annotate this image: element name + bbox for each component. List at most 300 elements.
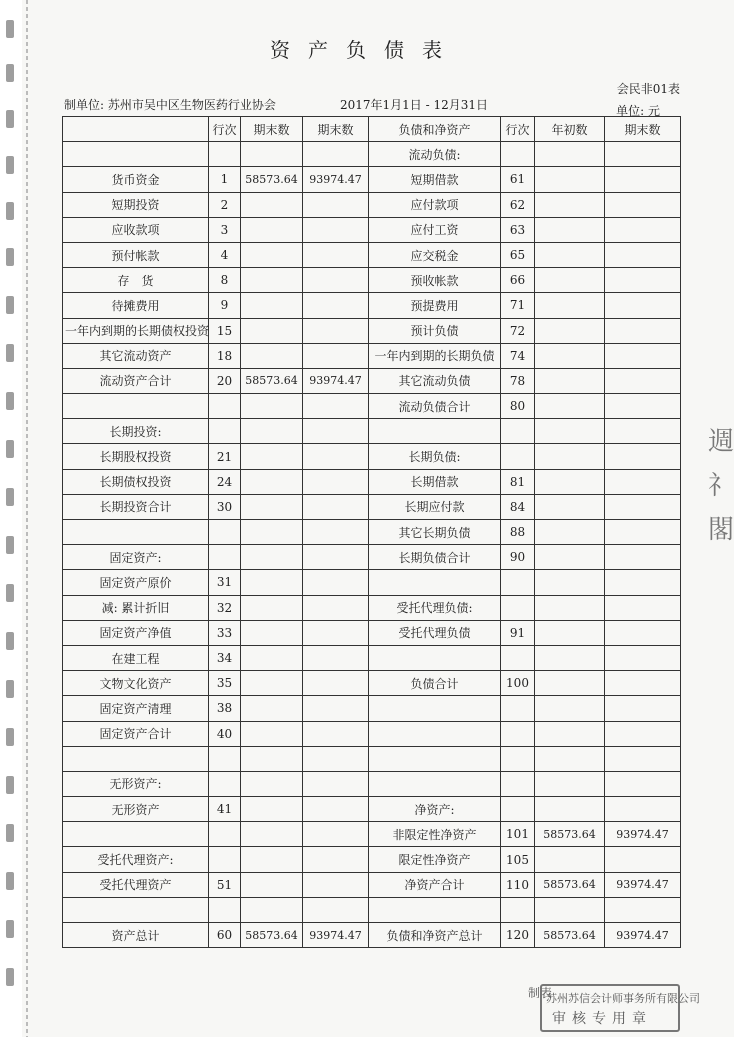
left-begin-cell xyxy=(241,469,303,494)
left-end-cell xyxy=(303,822,369,847)
table-row xyxy=(63,293,681,318)
left-begin-cell xyxy=(241,343,303,368)
binder-hole xyxy=(6,776,14,794)
left-row-no-cell: 20 xyxy=(209,368,241,393)
left-begin-cell xyxy=(241,847,303,872)
left-end-header: 期末数 xyxy=(241,117,303,142)
right-end-cell xyxy=(605,671,681,696)
table-row xyxy=(63,822,681,847)
report-period: 2017年1月1日 - 12月31日 xyxy=(340,98,489,112)
left-end-cell xyxy=(303,671,369,696)
right-end-cell xyxy=(605,645,681,670)
left-row-no-cell xyxy=(209,520,241,545)
left-row-no-cell: 2 xyxy=(209,192,241,217)
right-row-no-cell: 72 xyxy=(501,318,535,343)
left-item-cell: 无形资产: xyxy=(63,771,209,796)
left-begin-cell xyxy=(241,797,303,822)
left-end-cell: 93974.47 xyxy=(303,368,369,393)
left-item-cell: 固定资产净值 xyxy=(63,620,209,645)
left-item-cell: 一年内到期的长期债权投资 xyxy=(63,318,209,343)
right-row-no-cell: 66 xyxy=(501,268,535,293)
right-begin-cell xyxy=(535,469,605,494)
right-row-no-cell: 88 xyxy=(501,520,535,545)
left-end-cell xyxy=(303,444,369,469)
table-row xyxy=(63,721,681,746)
right-end-header: 期末数 xyxy=(605,117,681,142)
left-item-cell: 受托代理资产 xyxy=(63,872,209,897)
left-begin-cell xyxy=(241,293,303,318)
right-end-cell: 93974.47 xyxy=(605,872,681,897)
right-end-cell xyxy=(605,142,681,167)
left-row-no-cell xyxy=(209,746,241,771)
left-item-cell: 固定资产合计 xyxy=(63,721,209,746)
binder-perforation xyxy=(26,0,28,1037)
right-begin-cell xyxy=(535,771,605,796)
right-item-cell: 非限定性净资产 xyxy=(369,822,501,847)
right-row-no-cell: 105 xyxy=(501,847,535,872)
right-item-cell: 限定性净资产 xyxy=(369,847,501,872)
left-item-cell: 固定资产: xyxy=(63,545,209,570)
right-row-no-cell xyxy=(501,419,535,444)
table-row xyxy=(63,444,681,469)
right-item-cell xyxy=(369,570,501,595)
left-end-cell xyxy=(303,847,369,872)
right-begin-cell xyxy=(535,318,605,343)
table-row xyxy=(63,192,681,217)
right-item-cell: 一年内到期的长期负债 xyxy=(369,343,501,368)
right-end-cell xyxy=(605,494,681,519)
left-end-cell xyxy=(303,872,369,897)
left-row-no-cell xyxy=(209,419,241,444)
left-item-cell xyxy=(63,897,209,922)
right-row-no-cell xyxy=(501,746,535,771)
left-end-cell xyxy=(303,469,369,494)
binder-hole xyxy=(6,632,14,650)
table-row xyxy=(63,343,681,368)
right-end-cell xyxy=(605,368,681,393)
right-item-cell: 长期借款 xyxy=(369,469,501,494)
right-row-no-cell xyxy=(501,771,535,796)
right-begin-cell: 58573.64 xyxy=(535,872,605,897)
right-begin-cell xyxy=(535,419,605,444)
right-item-cell: 其它长期负债 xyxy=(369,520,501,545)
right-begin-cell xyxy=(535,167,605,192)
table-row xyxy=(63,419,681,444)
right-end-cell xyxy=(605,520,681,545)
right-begin-cell xyxy=(535,268,605,293)
right-row-no-cell xyxy=(501,645,535,670)
table-header-row xyxy=(63,117,681,142)
right-item-cell: 负债和净资产总计 xyxy=(369,923,501,948)
right-item-cell: 预收帐款 xyxy=(369,268,501,293)
right-item-cell xyxy=(369,897,501,922)
left-end-cell xyxy=(303,394,369,419)
right-begin-cell xyxy=(535,897,605,922)
table-row xyxy=(63,242,681,267)
left-end-cell xyxy=(303,645,369,670)
left-end-cell xyxy=(303,293,369,318)
left-end-cell xyxy=(303,268,369,293)
binder-hole xyxy=(6,440,14,458)
left-row-no-cell: 38 xyxy=(209,696,241,721)
right-row-no-header: 行次 xyxy=(501,117,535,142)
right-row-no-cell: 65 xyxy=(501,242,535,267)
left-begin-cell xyxy=(241,419,303,444)
binder-hole xyxy=(6,920,14,938)
left-row-no-cell xyxy=(209,394,241,419)
binder-hole xyxy=(6,680,14,698)
right-begin-cell xyxy=(535,192,605,217)
right-row-no-cell: 81 xyxy=(501,469,535,494)
right-row-no-cell: 90 xyxy=(501,545,535,570)
right-end-cell xyxy=(605,343,681,368)
table-row xyxy=(63,797,681,822)
left-row-no-cell: 34 xyxy=(209,645,241,670)
left-item-cell: 其它流动资产 xyxy=(63,343,209,368)
right-item-cell xyxy=(369,645,501,670)
left-begin-cell xyxy=(241,897,303,922)
left-row-no-cell xyxy=(209,142,241,167)
left-begin-cell xyxy=(241,318,303,343)
left-row-no-cell xyxy=(209,822,241,847)
left-item-cell: 固定资产清理 xyxy=(63,696,209,721)
right-row-no-cell: 101 xyxy=(501,822,535,847)
left-end-cell xyxy=(303,771,369,796)
left-begin-cell xyxy=(241,645,303,670)
right-item-cell: 长期应付款 xyxy=(369,494,501,519)
left-begin-cell: 58573.64 xyxy=(241,368,303,393)
binder-hole xyxy=(6,248,14,266)
left-end-cell xyxy=(303,696,369,721)
left-row-no-cell: 1 xyxy=(209,167,241,192)
right-begin-cell xyxy=(535,242,605,267)
right-row-no-cell: 84 xyxy=(501,494,535,519)
left-end-cell xyxy=(303,797,369,822)
table-row xyxy=(63,620,681,645)
table-row xyxy=(63,217,681,242)
right-item-cell xyxy=(369,696,501,721)
left-end-cell xyxy=(303,620,369,645)
left-row-no-cell: 24 xyxy=(209,469,241,494)
left-end-cell: 93974.47 xyxy=(303,167,369,192)
right-begin-cell xyxy=(535,595,605,620)
right-item-cell xyxy=(369,746,501,771)
left-end-cell xyxy=(303,721,369,746)
right-row-no-cell: 61 xyxy=(501,167,535,192)
right-item-cell: 短期借款 xyxy=(369,167,501,192)
right-item-cell xyxy=(369,721,501,746)
right-item-cell: 负债合计 xyxy=(369,671,501,696)
right-end-cell xyxy=(605,847,681,872)
balance-sheet-table xyxy=(62,116,681,948)
right-begin-cell xyxy=(535,343,605,368)
right-end-cell xyxy=(605,545,681,570)
right-begin-cell xyxy=(535,620,605,645)
binder-hole xyxy=(6,344,14,362)
binder-hole xyxy=(6,728,14,746)
right-item-cell: 预计负债 xyxy=(369,318,501,343)
left-begin-cell xyxy=(241,671,303,696)
binder-hole xyxy=(6,202,14,220)
table-row xyxy=(63,872,681,897)
left-item-cell xyxy=(63,394,209,419)
right-row-no-cell xyxy=(501,721,535,746)
right-end-cell xyxy=(605,469,681,494)
table-row xyxy=(63,746,681,771)
left-end-cell xyxy=(303,897,369,922)
organization-label: 制单位: 苏州市吴中区生物医药行业协会 xyxy=(64,98,276,112)
right-item-cell: 净资产合计 xyxy=(369,872,501,897)
left-end-cell xyxy=(303,192,369,217)
left-end-cell xyxy=(303,419,369,444)
page-title: 资产负债表 xyxy=(270,38,460,62)
left-item-cell xyxy=(63,142,209,167)
left-row-no-cell: 31 xyxy=(209,570,241,595)
left-item-cell: 固定资产原价 xyxy=(63,570,209,595)
right-end-cell xyxy=(605,217,681,242)
right-end-cell xyxy=(605,192,681,217)
table-body xyxy=(63,142,681,948)
left-begin-header: 期末数 xyxy=(303,117,369,142)
binder-hole xyxy=(6,536,14,554)
right-item-cell xyxy=(369,419,501,444)
right-end-cell xyxy=(605,293,681,318)
right-begin-cell xyxy=(535,645,605,670)
side-seal-stamp: 週 ⺭ 閣 xyxy=(708,427,734,545)
left-row-no-cell xyxy=(209,897,241,922)
right-begin-cell xyxy=(535,494,605,519)
left-item-cell xyxy=(63,822,209,847)
left-item-header xyxy=(63,117,209,142)
form-code: 会民非01表 xyxy=(616,82,680,96)
left-begin-cell xyxy=(241,696,303,721)
right-row-no-cell: 91 xyxy=(501,620,535,645)
left-row-no-cell: 30 xyxy=(209,494,241,519)
binder-hole xyxy=(6,392,14,410)
left-end-cell xyxy=(303,343,369,368)
right-item-cell: 受托代理负债: xyxy=(369,595,501,620)
left-begin-cell xyxy=(241,142,303,167)
right-item-cell: 净资产: xyxy=(369,797,501,822)
left-row-no-cell: 33 xyxy=(209,620,241,645)
right-begin-cell xyxy=(535,696,605,721)
right-begin-cell xyxy=(535,368,605,393)
left-row-no-cell: 51 xyxy=(209,872,241,897)
right-end-cell xyxy=(605,771,681,796)
left-begin-cell xyxy=(241,721,303,746)
right-item-cell: 流动负债: xyxy=(369,142,501,167)
right-end-cell xyxy=(605,394,681,419)
right-item-cell: 长期负债合计 xyxy=(369,545,501,570)
right-begin-cell xyxy=(535,797,605,822)
left-item-cell: 长期投资合计 xyxy=(63,494,209,519)
left-begin-cell xyxy=(241,242,303,267)
right-end-cell xyxy=(605,242,681,267)
left-begin-cell xyxy=(241,570,303,595)
left-begin-cell xyxy=(241,192,303,217)
left-item-cell: 长期股权投资 xyxy=(63,444,209,469)
right-row-no-cell xyxy=(501,897,535,922)
left-begin-cell xyxy=(241,444,303,469)
left-row-no-cell: 3 xyxy=(209,217,241,242)
left-row-no-cell: 8 xyxy=(209,268,241,293)
table-row xyxy=(63,469,681,494)
right-row-no-cell xyxy=(501,797,535,822)
left-end-cell xyxy=(303,217,369,242)
right-item-cell: 受托代理负债 xyxy=(369,620,501,645)
left-item-cell xyxy=(63,746,209,771)
left-begin-cell xyxy=(241,394,303,419)
right-item-cell: 其它流动负债 xyxy=(369,368,501,393)
right-end-cell xyxy=(605,696,681,721)
left-end-cell xyxy=(303,746,369,771)
left-item-cell: 无形资产 xyxy=(63,797,209,822)
table-row xyxy=(63,771,681,796)
left-end-cell xyxy=(303,494,369,519)
left-item-cell: 长期债权投资 xyxy=(63,469,209,494)
binder-hole xyxy=(6,64,14,82)
left-row-no-cell: 35 xyxy=(209,671,241,696)
right-row-no-cell: 74 xyxy=(501,343,535,368)
right-row-no-cell: 63 xyxy=(501,217,535,242)
seal-company-name: 苏州苏信会计师事务所有限公司 xyxy=(546,992,700,1005)
left-row-no-cell: 32 xyxy=(209,595,241,620)
left-begin-cell xyxy=(241,268,303,293)
right-item-cell: 应付工资 xyxy=(369,217,501,242)
right-row-no-cell: 71 xyxy=(501,293,535,318)
right-item-cell xyxy=(369,771,501,796)
right-end-cell xyxy=(605,721,681,746)
table-row xyxy=(63,368,681,393)
table-row xyxy=(63,923,681,948)
right-row-no-cell: 80 xyxy=(501,394,535,419)
right-row-no-cell: 120 xyxy=(501,923,535,948)
left-begin-cell: 58573.64 xyxy=(241,923,303,948)
right-item-header: 负债和净资产 xyxy=(369,117,501,142)
binder-hole xyxy=(6,824,14,842)
right-begin-cell xyxy=(535,671,605,696)
left-item-cell xyxy=(63,520,209,545)
right-begin-cell xyxy=(535,142,605,167)
table-row xyxy=(63,268,681,293)
right-row-no-cell xyxy=(501,595,535,620)
left-begin-cell xyxy=(241,746,303,771)
left-end-cell xyxy=(303,142,369,167)
binder-hole xyxy=(6,584,14,602)
right-item-cell: 流动负债合计 xyxy=(369,394,501,419)
right-begin-cell xyxy=(535,293,605,318)
left-begin-cell xyxy=(241,520,303,545)
table-row xyxy=(63,696,681,721)
left-end-cell xyxy=(303,242,369,267)
left-row-no-cell: 9 xyxy=(209,293,241,318)
right-end-cell xyxy=(605,620,681,645)
binder-holes xyxy=(0,0,22,1037)
left-item-cell: 应收款项 xyxy=(63,217,209,242)
left-begin-cell: 58573.64 xyxy=(241,167,303,192)
left-row-no-cell: 15 xyxy=(209,318,241,343)
left-begin-cell xyxy=(241,545,303,570)
left-row-no-cell: 40 xyxy=(209,721,241,746)
left-begin-cell xyxy=(241,822,303,847)
table-row xyxy=(63,671,681,696)
right-item-cell: 长期负债: xyxy=(369,444,501,469)
table-row xyxy=(63,570,681,595)
left-end-cell xyxy=(303,570,369,595)
table-row xyxy=(63,645,681,670)
right-end-cell xyxy=(605,595,681,620)
left-item-cell: 在建工程 xyxy=(63,645,209,670)
right-row-no-cell xyxy=(501,570,535,595)
table-row xyxy=(63,595,681,620)
left-item-cell: 货币资金 xyxy=(63,167,209,192)
binder-hole xyxy=(6,872,14,890)
binder-hole xyxy=(6,156,14,174)
left-begin-cell xyxy=(241,217,303,242)
right-row-no-cell: 62 xyxy=(501,192,535,217)
left-item-cell: 短期投资 xyxy=(63,192,209,217)
right-end-cell xyxy=(605,797,681,822)
left-item-cell: 长期投资: xyxy=(63,419,209,444)
left-row-no-cell: 21 xyxy=(209,444,241,469)
left-item-cell: 文物文化资产 xyxy=(63,671,209,696)
table-row xyxy=(63,318,681,343)
right-end-cell xyxy=(605,167,681,192)
seal-purpose: 审核专用章 xyxy=(552,1011,652,1027)
right-end-cell xyxy=(605,444,681,469)
table-row xyxy=(63,494,681,519)
right-end-cell xyxy=(605,318,681,343)
table-row xyxy=(63,142,681,167)
table-row xyxy=(63,897,681,922)
right-end-cell xyxy=(605,268,681,293)
audit-seal-stamp xyxy=(540,984,700,1032)
right-begin-header: 年初数 xyxy=(535,117,605,142)
left-item-cell: 待摊费用 xyxy=(63,293,209,318)
left-row-no-header: 行次 xyxy=(209,117,241,142)
right-begin-cell xyxy=(535,444,605,469)
table-row xyxy=(63,167,681,192)
left-begin-cell xyxy=(241,620,303,645)
left-item-cell: 流动资产合计 xyxy=(63,368,209,393)
binder-hole xyxy=(6,488,14,506)
left-row-no-cell: 4 xyxy=(209,242,241,267)
left-row-no-cell xyxy=(209,545,241,570)
right-row-no-cell xyxy=(501,142,535,167)
right-begin-cell xyxy=(535,545,605,570)
right-end-cell xyxy=(605,419,681,444)
prepared-by-label: 制表 xyxy=(528,986,553,1000)
right-row-no-cell: 100 xyxy=(501,671,535,696)
right-begin-cell: 58573.64 xyxy=(535,923,605,948)
right-row-no-cell xyxy=(501,696,535,721)
left-item-cell: 受托代理资产: xyxy=(63,847,209,872)
left-begin-cell xyxy=(241,872,303,897)
right-begin-cell xyxy=(535,394,605,419)
left-begin-cell xyxy=(241,771,303,796)
right-row-no-cell: 110 xyxy=(501,872,535,897)
left-item-cell: 减: 累计折旧 xyxy=(63,595,209,620)
left-end-cell xyxy=(303,545,369,570)
right-end-cell: 93974.47 xyxy=(605,923,681,948)
right-item-cell: 应付款项 xyxy=(369,192,501,217)
left-end-cell xyxy=(303,595,369,620)
right-begin-cell xyxy=(535,721,605,746)
left-item-cell: 资产总计 xyxy=(63,923,209,948)
table-row xyxy=(63,520,681,545)
left-row-no-cell: 18 xyxy=(209,343,241,368)
right-begin-cell xyxy=(535,520,605,545)
